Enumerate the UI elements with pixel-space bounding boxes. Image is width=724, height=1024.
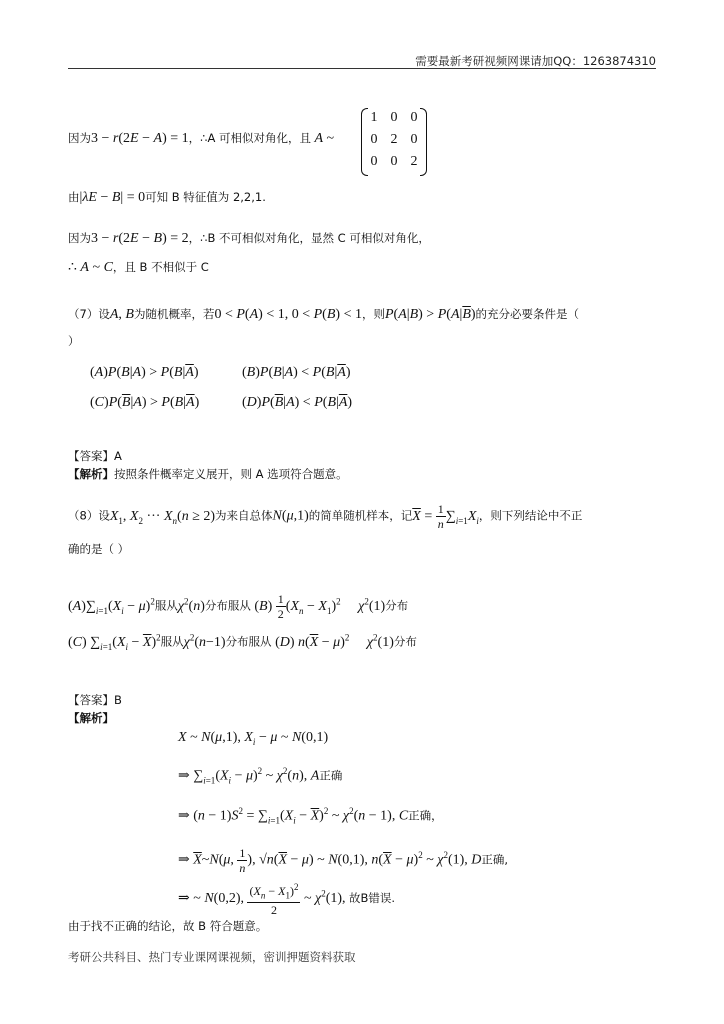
q7-stem — [68, 306, 579, 323]
q7-analysis-label: 【解析】 — [68, 467, 114, 481]
q7-target-expr: $P(A|B) > P(A|\overline{B})$ — [384, 307, 476, 322]
q8-deriv-1: X ~ N(μ,1), $X_i - \mu$ ~ N(0,1) — [178, 730, 329, 747]
q7-stem-suffix: 的充分必要条件是（ — [475, 307, 580, 321]
block6-line2-prefix: 由 — [68, 190, 80, 204]
block6-line1-prefix: 因为 — [68, 131, 91, 145]
header-rule — [68, 68, 656, 69]
q8-deriv-5: ⇒ ~ N(0,2), $\frac{(X_n - X_1)^2}{2}$ ~ $\chi^2(1)$, 故B错误. — [178, 882, 396, 918]
block6-det-expr: |λE − B| = 0 — [79, 190, 146, 205]
matrix-cell: 0 — [370, 132, 378, 147]
q8-sample-expr: $X_1$, $X_2$ ··· $X_n(n \ge 2)$ — [109, 508, 216, 526]
q8-option-a-expr: $(A)\sum_{i=1}(X_i - \mu)^2$ — [68, 596, 155, 616]
q7-analysis-text: 按照条件概率定义展开，则 A 选项符合题意。 — [114, 467, 348, 481]
block6-line3-suffix: ，∴B 不可相似对角化，显然 C 可相似对角化， — [188, 231, 430, 245]
q8-deriv-4: ⇒ $\overline{X}\sim N(\mu$, $\frac{1}{n}$ ), $√n(\overline{X} - \mu)$ ~ N(0,1), $n(\overline{X} - \mu)^2$ ~ $\chi^2(1)$, D正确, — [178, 846, 509, 875]
q7-cond-expr: 0 < P(A) < 1, 0 < P(B) < 1 — [214, 307, 362, 322]
header-text: 需要最新考研视频网课请加QQ：1263874310 — [415, 54, 656, 68]
q7-ab-expr: A, B — [109, 307, 134, 322]
q8-conclusion: 由于找不正确的结论，故 B 符合题意。 — [68, 919, 268, 933]
q8-option-c-text3: 分布 — [393, 634, 417, 649]
q7-option-a: $(A)P(B|A) > P(B|\overline{A})$ — [90, 365, 199, 380]
q8-deriv-3-text: 正确， — [408, 808, 443, 823]
block6-rank-b-expr: 3 − r(2E − B) = 2 — [91, 231, 189, 246]
q8-stem-line2: 确的是（ ） — [68, 542, 130, 556]
matrix-cell: 0 — [390, 110, 398, 125]
q8-stem-suffix: ，则下列结论中不正 — [478, 508, 583, 523]
block6-rank-expr: 3 − r(2E − A) = 1 — [91, 131, 189, 146]
q8-deriv-4-text: 正确, — [481, 852, 509, 867]
q7-option-d: $(D)P(\overline{B}|A) < P(B|\overline{A})$ — [242, 395, 353, 410]
q7-option-b: $(B)P(B|A) < P(B|\overline{A})$ — [242, 365, 351, 380]
footer-text: 考研公共科目、热门专业课网课视频，密训押题资料获取 — [68, 950, 356, 964]
matrix-cell: 0 — [390, 154, 398, 169]
matrix-cell: 2 — [410, 154, 418, 169]
q7-analysis — [68, 466, 348, 482]
block6-ac-expr: ∴ A ~ C — [68, 260, 113, 275]
q8-deriv-3: ⇒ $(n - 1)S^2 = \sum_{i=1}(X_i - \overline{X})^2$ ~ $\chi^2(n - 1)$, C正确， — [178, 806, 443, 826]
q8-mean-expr: $\overline{X}$ = $\frac{1}{n}$ $\sum_{i=1}X_i$ — [412, 502, 479, 531]
q8-option-a — [68, 592, 408, 621]
q8-option-c-chi: $\chi^2(n-1)$ — [183, 632, 226, 650]
block6-line2 — [68, 189, 266, 206]
matrix-cell: 2 — [390, 132, 398, 147]
matrix-cell: 0 — [370, 154, 378, 169]
block6-line1 — [68, 130, 334, 147]
q8-option-b-expr: (B) $\frac{1}{2}$ $(X_n - X_1)^2$ $\chi^2(1)$ — [250, 592, 386, 621]
q8-option-c-text2: 分布服从 — [225, 634, 272, 649]
q8-option-c — [68, 632, 417, 651]
q7-answer: 【答案】A — [68, 449, 122, 463]
q8-option-a-text: 服从 — [154, 598, 178, 613]
q8-option-c-expr: (C) $\sum_{i=1}(X_i - \overline{X})^2$ — [68, 632, 161, 652]
q8-deriv-5-text: 故B错误. — [349, 890, 396, 905]
q8-option-d-expr: (D) $n(\overline{X} - \mu)^2$ $\chi^2(1)$ — [271, 632, 394, 650]
q7-stem-mid1: 为随机概率，若 — [133, 307, 215, 321]
block6-line4 — [68, 259, 209, 276]
q8-analysis-label: 【解析】 — [68, 711, 114, 725]
q8-deriv-2-text: 正确 — [319, 768, 343, 783]
q8-option-c-text: 服从 — [160, 634, 184, 649]
q7-stem-mid2: ，则 — [361, 307, 385, 321]
q7-stem-prefix: （7）设 — [68, 307, 110, 321]
block6-line3 — [68, 230, 430, 247]
matrix-cell: 0 — [410, 110, 418, 125]
q8-deriv-2: ⇒ $\sum_{i=1}(X_i - \mu)^2$ ~ $\chi^2(n)$, A正确 — [178, 766, 343, 786]
matrix-cell: 1 — [370, 110, 378, 125]
q8-pop-expr: N(μ,1) — [272, 508, 309, 524]
q7-stem-close: ） — [68, 334, 80, 348]
block6-line1-mid: ，∴A 可相似对角化，且 — [188, 131, 311, 145]
block6-line2-suffix: 可知 B 特征值为 2,2,1. — [145, 190, 266, 204]
matrix-cell: 0 — [410, 132, 418, 147]
block6-line4-suffix: ，且 B 不相似于 C — [112, 260, 209, 274]
q8-stem — [68, 502, 582, 531]
block6-line3-prefix: 因为 — [68, 231, 91, 245]
q7-option-c: $(C)P(\overline{B}|A) > P(B|\overline{A})$ — [90, 395, 200, 410]
q8-answer: 【答案】B — [68, 693, 122, 707]
q8-stem-mid1: 为来自总体 — [215, 508, 273, 523]
q8-option-a-chi: $\chi^2(n)$ — [177, 596, 205, 614]
q8-option-a-text2: 分布服从 — [204, 598, 251, 613]
block6-sim-expr: A ~ — [314, 131, 335, 146]
q8-option-a-text3: 分布 — [385, 598, 409, 613]
q8-stem-prefix: （8）设 — [68, 508, 110, 523]
q8-stem-mid2: 的简单随机样本，记 — [308, 508, 413, 523]
block6-matrix — [361, 108, 427, 174]
matrix-right-bracket — [420, 108, 427, 176]
